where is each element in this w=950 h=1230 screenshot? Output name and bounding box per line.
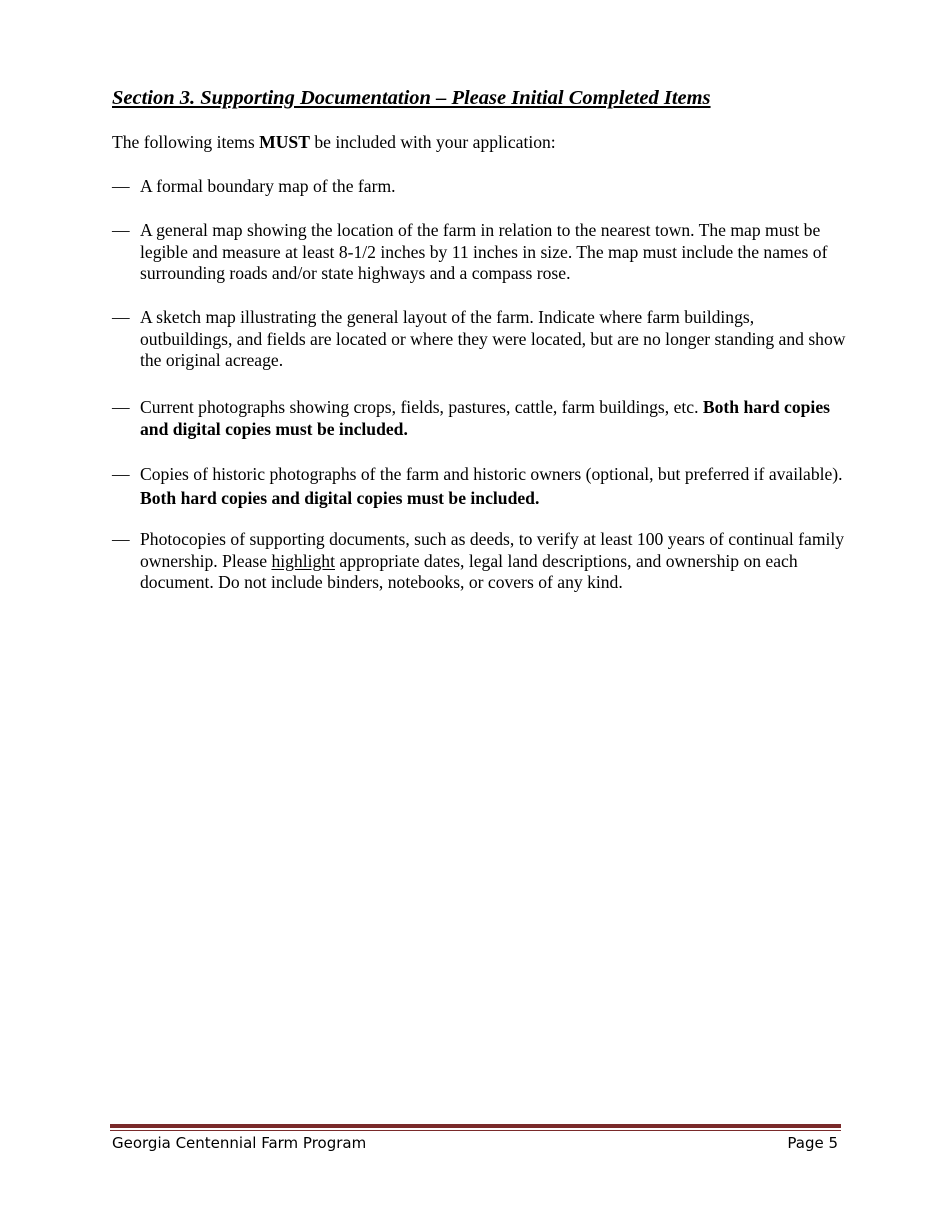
dash-bullet: — <box>112 529 130 549</box>
list-item-body: A sketch map illustrating the general layout of the farm. Indicate where farm buildings, outbuildings, and fields are located or where they were located, but are no longer standing and show the original acreage. <box>140 307 846 370</box>
list-item-text <box>140 397 847 440</box>
intro-text-before: The following items <box>112 132 260 152</box>
highlight-word: highlight <box>271 550 335 571</box>
list-item-body: A general map showing the location of the farm in relation to the nearest town. The map must be legible and measure at least 8-1/2 inches by 11 inches in size. The map must include the names of surrounding roads and/or state highways and a compass rose. <box>140 220 828 283</box>
footer-page-number: Page 5 <box>787 1134 838 1152</box>
list-item-text <box>140 176 847 198</box>
list-item <box>112 397 847 440</box>
footer-rule-thick <box>110 1124 841 1128</box>
list-item-body-rest: appropriate dates, legal land descriptions, and ownership on each document. Do not include binders, notebooks, or covers of any kind. <box>140 550 798 592</box>
list-item-body: Photocopies of supporting documents, such as deeds, to verify at least 100 years of continual family ownership. Please <box>140 529 845 571</box>
dash-bullet: — <box>112 220 130 240</box>
dash-bullet: — <box>112 307 130 327</box>
list-item <box>112 529 847 594</box>
list-item-emphasis: Both hard copies and digital copies must be included. <box>140 397 830 439</box>
footer-program-name: Georgia Centennial Farm Program <box>112 1134 367 1152</box>
section-title: Section 3. Supporting Documentation – Please Initial Completed Items <box>112 87 711 109</box>
list-item-text <box>140 220 847 285</box>
intro-text <box>112 131 556 153</box>
intro-text-emphasis: MUST <box>259 132 310 152</box>
list-item <box>112 176 847 198</box>
dash-bullet: — <box>112 176 130 196</box>
list-item-body: A formal boundary map of the farm. <box>140 176 396 196</box>
list-item-emphasis: Both hard copies and digital copies must be included. <box>140 487 540 508</box>
dash-bullet: — <box>112 464 130 484</box>
dash-bullet: — <box>112 397 130 417</box>
footer-rule-thin <box>110 1130 841 1131</box>
list-item-text <box>140 463 847 510</box>
list-item-text <box>140 529 847 594</box>
list-item <box>112 220 847 285</box>
list-item <box>112 463 847 510</box>
intro-text-after: be included with your application: <box>309 132 556 152</box>
list-item <box>112 307 847 372</box>
list-item-text <box>140 307 847 372</box>
list-item-body: Copies of historic photographs of the farm and historic owners (optional, but preferred if available). <box>140 464 843 484</box>
list-item-body: Current photographs showing crops, fields, pastures, cattle, farm buildings, etc. <box>140 397 703 417</box>
